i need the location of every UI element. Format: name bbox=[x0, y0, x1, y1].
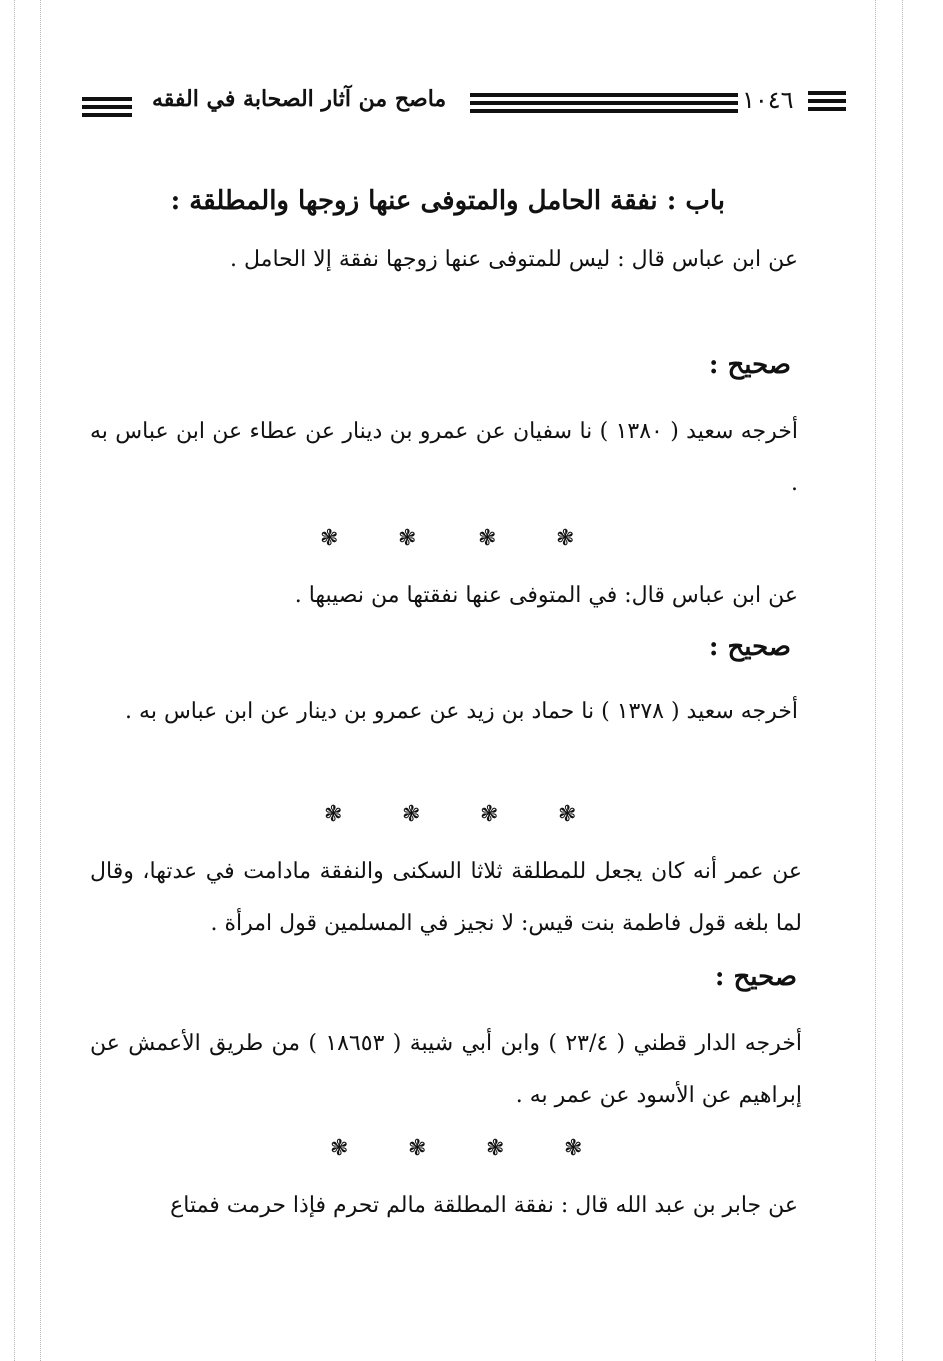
takhrij-text: أخرجه سعيد ( ١٣٧٨ ) نا حماد بن زيد عن عمرو بن دينار عن ابن عباس به . bbox=[125, 699, 798, 724]
athar-text: عن جابر بن عبد الله قال : نفقة المطلقة مالم تحرم فإذا حرمت فمتاع bbox=[170, 1193, 798, 1218]
separator-star: ❃ bbox=[408, 1136, 427, 1161]
separator-star: ❃ bbox=[564, 1136, 583, 1161]
separator-star: ❃ bbox=[486, 1136, 505, 1161]
separator-star: ❃ bbox=[320, 526, 339, 551]
running-header bbox=[80, 84, 846, 124]
separator bbox=[0, 1134, 943, 1164]
takhrij-3 bbox=[90, 1018, 850, 1122]
header-rule-right bbox=[808, 91, 846, 115]
takhrij-2 bbox=[90, 686, 850, 738]
separator bbox=[0, 524, 943, 554]
grade-label: صحيح : bbox=[708, 632, 791, 662]
takhrij-text: أخرجه الدار قطني ( ٢٣/٤ ) وابن أبي شيبة ( ١٨٦٥٣ ) من طريق الأعمش عن إبراهيم عن الأسود عن عمر به . bbox=[90, 1031, 802, 1108]
header-rule-middle bbox=[470, 93, 738, 117]
section-2 bbox=[90, 570, 850, 622]
grade-label: صحيح : bbox=[714, 962, 797, 992]
section-3 bbox=[90, 846, 850, 950]
header-rule-left bbox=[82, 97, 132, 121]
separator-star: ❃ bbox=[478, 526, 497, 551]
athar-text: عن ابن عباس قال : ليس للمتوفى عنها زوجها نفقة إلا الحامل . bbox=[230, 247, 798, 272]
separator-star: ❃ bbox=[324, 802, 343, 827]
section-4 bbox=[90, 1180, 850, 1232]
takhrij-text: أخرجه سعيد ( ١٣٨٠ ) نا سفيان عن عمرو بن دينار عن عطاء عن ابن عباس به . bbox=[90, 419, 798, 496]
separator-star: ❃ bbox=[556, 526, 575, 551]
takhrij-1 bbox=[90, 406, 850, 510]
separator-star: ❃ bbox=[480, 802, 499, 827]
separator-star: ❃ bbox=[558, 802, 577, 827]
chapter-title: باب : نفقة الحامل والمتوفى عنها زوجها والمطلقة : bbox=[170, 186, 725, 216]
athar-text: عن عمر أنه كان يجعل للمطلقة ثلاثا السكنى والنفقة مادامت في عدتها، وقال لما بلغه قول فاطمة بنت قيس: لا نجيز في المسلمين قول امرأة . bbox=[90, 859, 802, 936]
separator-star: ❃ bbox=[398, 526, 417, 551]
separator bbox=[0, 800, 943, 830]
grade-label: صحيح : bbox=[708, 350, 791, 380]
athar-text: عن ابن عباس قال: في المتوفى عنها نفقتها من نصيبها . bbox=[294, 583, 798, 608]
page-number: ١٠٤٦ bbox=[742, 86, 794, 114]
separator-star: ❃ bbox=[330, 1136, 349, 1161]
separator-star: ❃ bbox=[402, 802, 421, 827]
running-title: ماصح من آثار الصحابة في الفقه bbox=[152, 86, 447, 112]
section-1 bbox=[90, 234, 850, 286]
